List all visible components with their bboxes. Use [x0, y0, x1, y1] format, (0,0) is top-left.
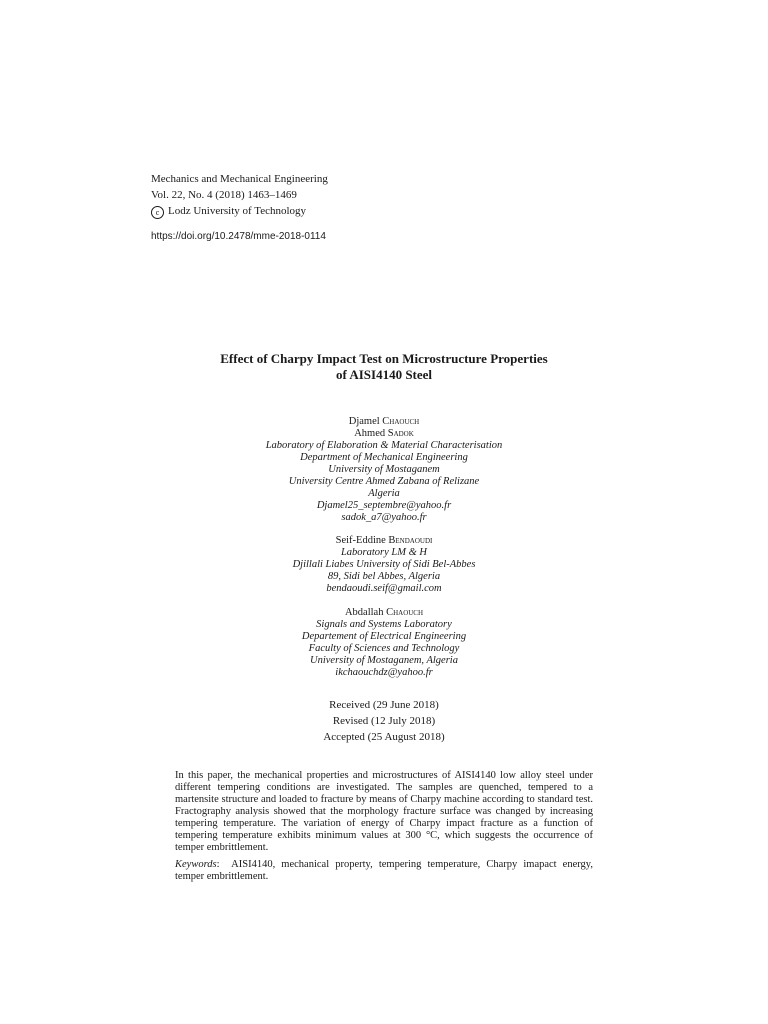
author-email[interactable]: bendaoudi.seif@gmail.com — [326, 583, 442, 594]
journal-volume: Vol. 22, No. 4 (2018) 1463–1469 — [151, 189, 297, 201]
copyright-icon: c — [151, 206, 164, 219]
author-name: Djamel Chaouch — [348, 416, 420, 427]
publisher: Lodz University of Technology — [168, 205, 307, 217]
keywords-label: Keywords — [175, 859, 217, 870]
keywords: Keywords: AISI4140, mechanical property, tempering temperature, Charpy imapact energy, temper embrittlement. — [175, 859, 594, 882]
journal-header — [151, 171, 328, 219]
affiliation-line: Djillali Liabes University of Sidi Bel-Abbes — [292, 559, 476, 570]
author-name: Seif-Eddine Bendaoudi — [335, 535, 433, 546]
affiliation-line: Laboratory LM & H — [340, 547, 428, 558]
author-email[interactable]: sadok_a7@yahoo.fr — [341, 512, 427, 523]
author-email[interactable]: ikchaouchdz@yahoo.fr — [335, 667, 433, 678]
affiliation-line: Faculty of Sciences and Technology — [308, 643, 460, 654]
affiliation-line: 89, Sidi bel Abbes, Algeria — [327, 571, 441, 582]
abstract-text: In this paper, the mechanical properties and microstructures of AISI4140 low alloy steel under different tempering conditions are investigated. The samples are quenched, tempered to a martensite structure and loaded to fracture by means of Charpy machine according to standard test. Fractography analysis showed that the morphology fracture surface was changed by increasing tempering temperature. The variation of energy of Charpy impact fracture as a function of tempering temperature exhibits minimum values at 300 °C, which suggests the occurrence of temper embrittlement. — [175, 770, 593, 853]
author-name: Ahmed Sadok — [354, 428, 414, 439]
journal-name: Mechanics and Mechanical Engineering — [151, 173, 328, 185]
title-line-1: Effect of Charpy Impact Test on Microstructure Properties — [220, 351, 548, 366]
author-group-2 — [150, 535, 618, 595]
affiliation-line: University of Mostaganem — [328, 464, 440, 475]
accepted-date: Accepted (25 August 2018) — [323, 731, 445, 743]
author-email[interactable]: Djamel25_septembre@yahoo.fr — [316, 500, 452, 511]
doi-link[interactable]: https://doi.org/10.2478/mme-2018-0114 — [151, 231, 326, 242]
author-group-3 — [150, 607, 618, 679]
affiliation-line: Department of Mechanical Engineering — [300, 452, 468, 463]
paper-title — [150, 351, 618, 383]
affiliation-line: Laboratory of Elaboration & Material Characterisation — [265, 440, 503, 451]
abstract — [175, 770, 593, 888]
received-date: Received (29 June 2018) — [329, 699, 439, 711]
keywords-text: AISI4140, mechanical property, tempering temperature, Charpy imapact energy, temper embrittlement. — [175, 859, 594, 882]
journal-copyright — [151, 203, 328, 219]
affiliation-line: Signals and Systems Laboratory — [316, 619, 452, 630]
affiliation-line: Algeria — [368, 488, 400, 499]
author-name: Abdallah Chaouch — [344, 607, 424, 618]
submission-dates — [150, 697, 618, 745]
author-group-1 — [150, 416, 618, 524]
revised-date: Revised (12 July 2018) — [332, 715, 436, 727]
affiliation-line: University of Mostaganem, Algeria — [310, 655, 458, 666]
affiliation-line: Departement of Electrical Engineering — [301, 631, 467, 642]
title-line-2: of AISI4140 Steel — [335, 367, 433, 382]
affiliation-line: University Centre Ahmed Zabana of Relizane — [288, 476, 480, 487]
